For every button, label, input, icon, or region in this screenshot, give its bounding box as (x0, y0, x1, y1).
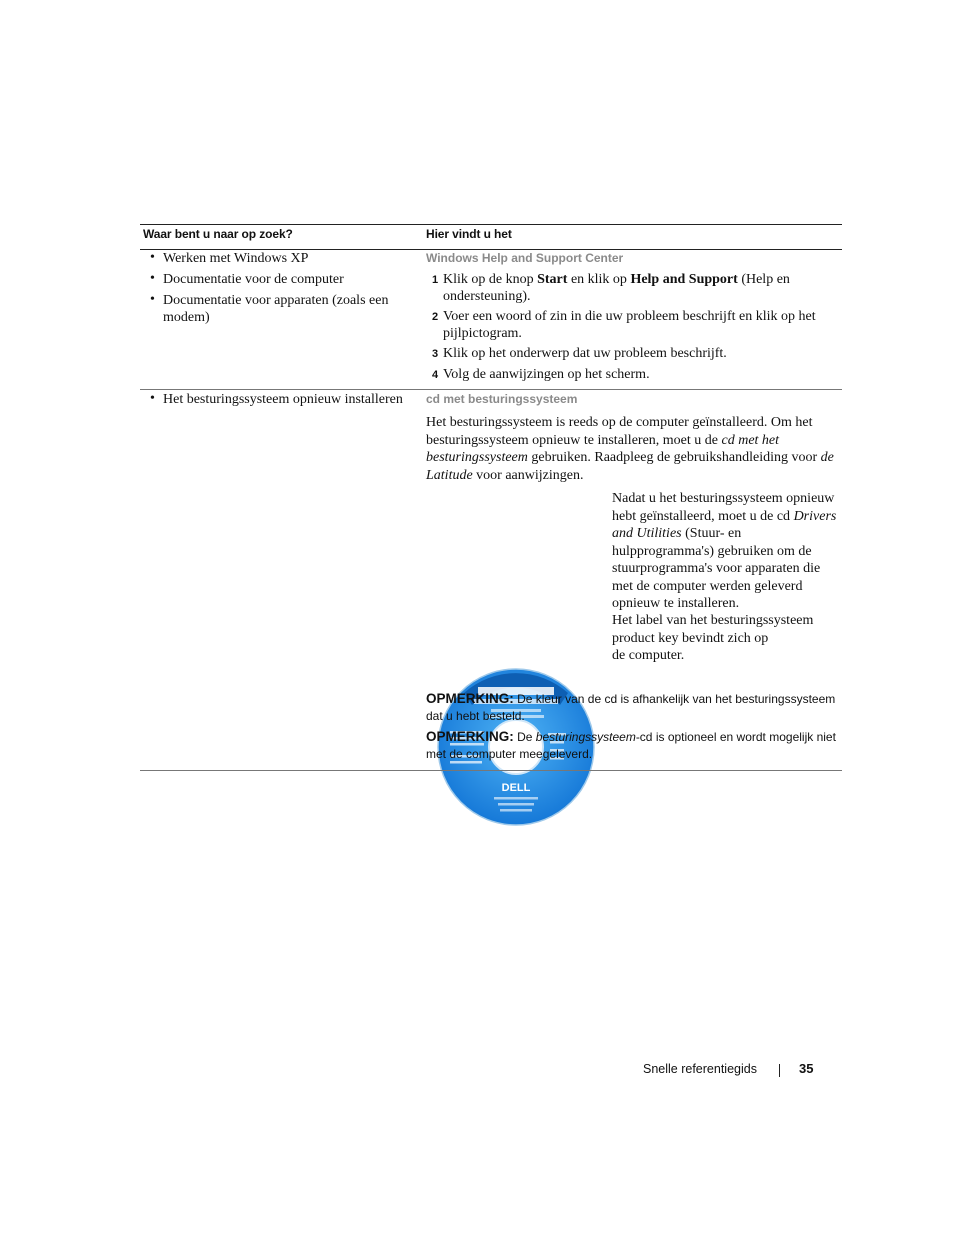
step-number: 1 (432, 274, 439, 286)
section-title-help-center: Windows Help and Support Center (426, 251, 624, 265)
page-number: 35 (799, 1061, 814, 1076)
step-text: Volg de aanwijzingen op het scherm. (443, 367, 650, 382)
step-number: 2 (432, 311, 439, 323)
list-item: Het besturingssysteem opnieuw installeren (163, 392, 403, 407)
bullet-icon: • (150, 391, 155, 406)
footer-title: Snelle referentiegids (643, 1062, 757, 1076)
header-col-question: Waar bent u naar op zoek? (143, 227, 293, 241)
row-divider (140, 389, 842, 390)
step-text: Voer een woord of zin in die uw probleem beschrijft en klik op het pijlpictogram. (443, 309, 816, 341)
table-top-rule (140, 224, 842, 225)
step-text: Klik op de knop Start en klik op Help and Support (Help en ondersteuning). (443, 272, 790, 304)
list-item: Documentatie voor de computer (163, 272, 344, 287)
list-item: Documentatie voor apparaten (zoals een modem) (163, 293, 389, 325)
bullet-icon: • (150, 250, 155, 265)
drivers-paragraph: Nadat u het besturingssysteem opnieuw hebt geïnstalleerd, moet u de cd Drivers and Utilities (Stuur- en hulpprogramma's) gebruiken om de stuurprogramma's voor apparaten die met de computer werden geleverd opnieuw te installeren. (612, 491, 837, 611)
section-title-os-cd: cd met besturingssysteem (426, 392, 578, 406)
step-number: 4 (432, 369, 439, 381)
step-number: 3 (432, 348, 439, 360)
table-bottom-rule (140, 770, 842, 771)
header-col-answer: Hier vindt u het (426, 227, 512, 241)
list-item: Werken met Windows XP (163, 251, 309, 266)
note-cd-color: OPMERKING: De kleur van de cd is afhankelijk van het besturingssysteem dat u hebt besteld. (426, 691, 836, 723)
footer-separator (779, 1064, 780, 1077)
bullet-icon: • (150, 271, 155, 286)
note-cd-optional: OPMERKING: De besturingssysteem-cd is optioneel en wordt mogelijk niet met de computer meegeleverd. (426, 729, 836, 761)
step-text: Klik op het onderwerp dat uw probleem beschrijft. (443, 346, 727, 361)
svg-text:DELL: DELL (501, 782, 531, 794)
product-key-paragraph: Het label van het besturingssysteem product key bevindt zich op de computer. (612, 613, 814, 663)
reinstall-paragraph: Het besturingssysteem is reeds op de computer geïnstalleerd. Om het besturingssysteem opnieuw te installeren, moet u de cd met het besturingssysteem gebruiken. Raadpleeg de gebruikshandleiding voor de Latitude voor aanwijzingen. (426, 415, 834, 483)
bullet-icon: • (150, 292, 155, 307)
